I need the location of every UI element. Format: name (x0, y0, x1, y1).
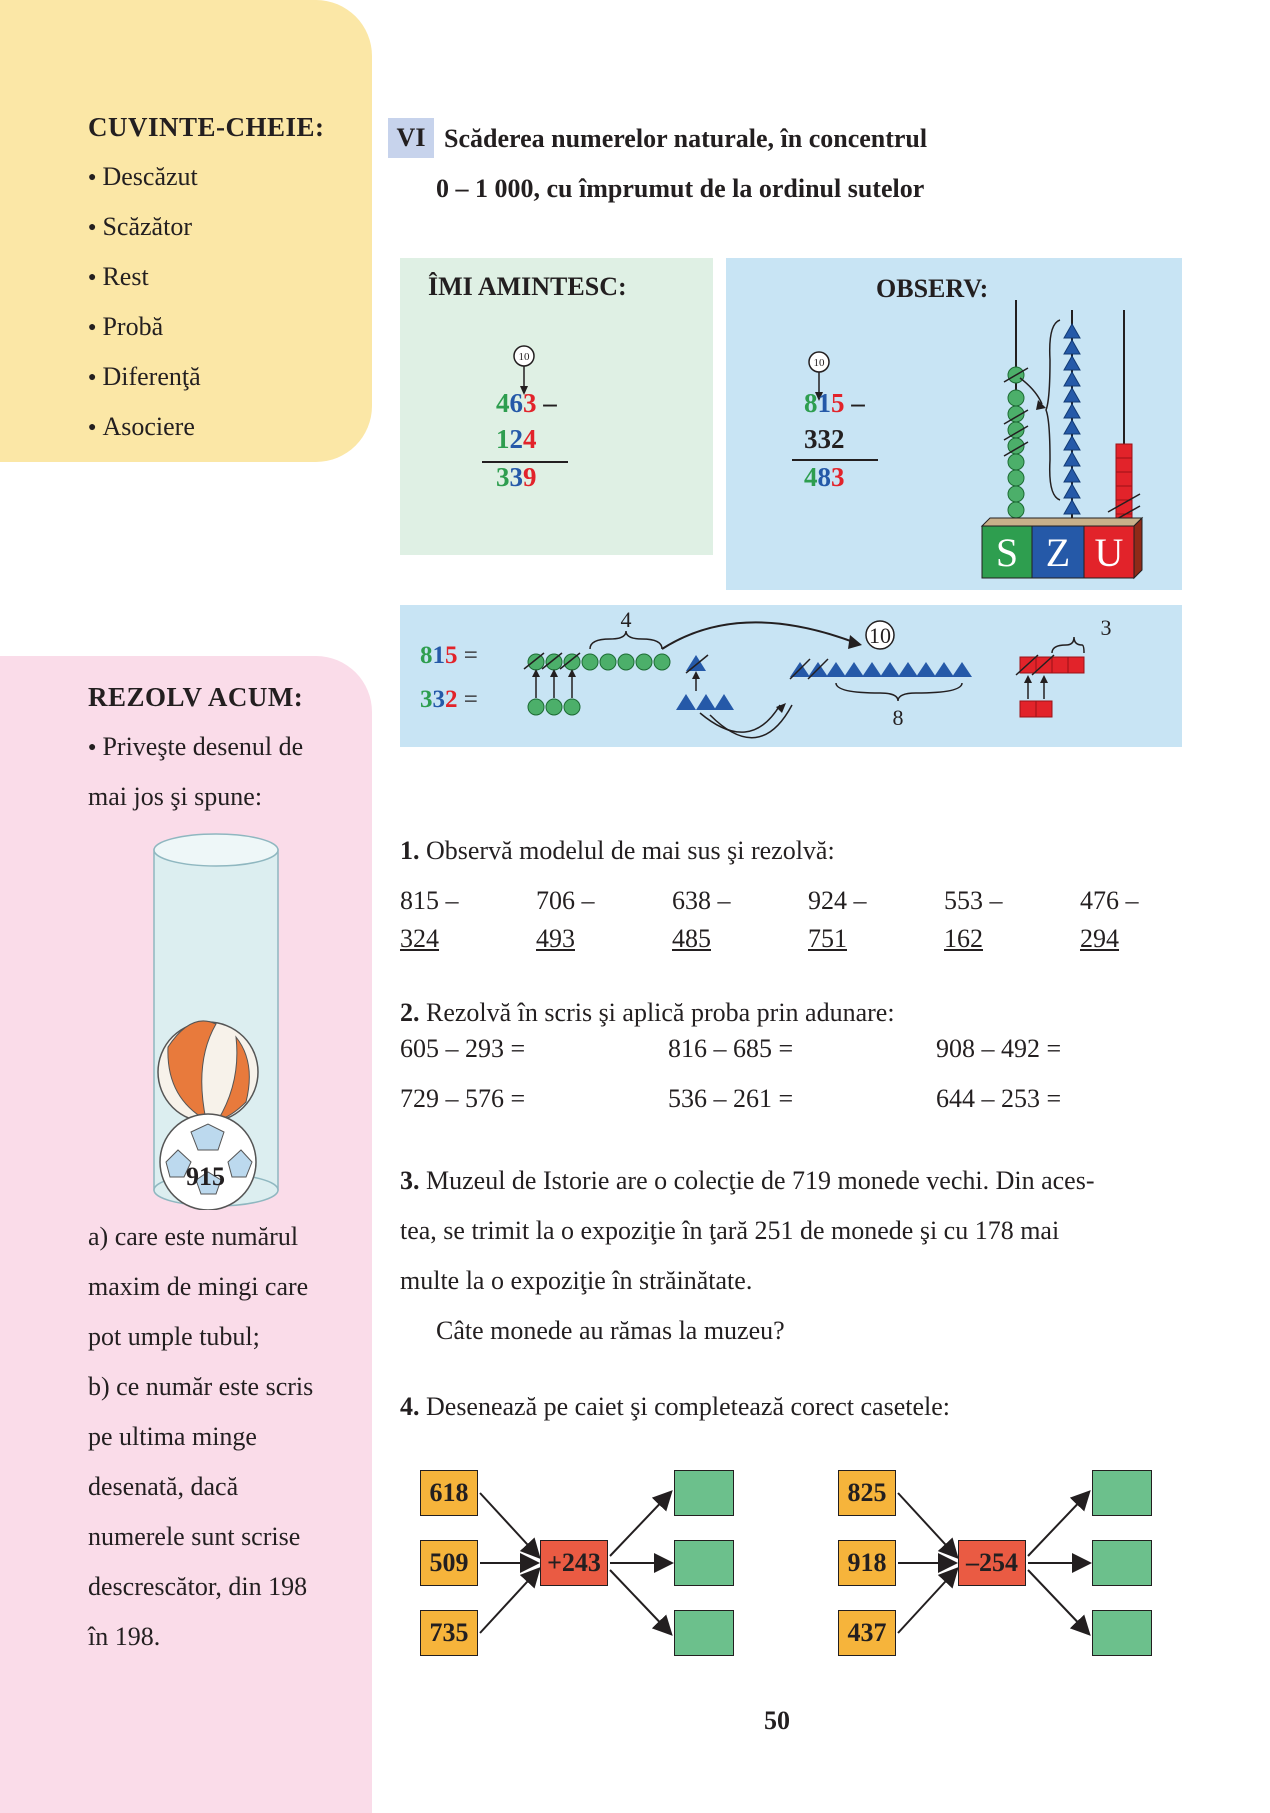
answer-box[interactable] (1092, 1610, 1152, 1656)
ex1-minuend: 924 – (808, 886, 867, 915)
keyword-item: ● Diferenţă (88, 362, 201, 392)
input-box: 618 (420, 1470, 478, 1516)
solve-line: b) ce număr este scris (88, 1372, 314, 1401)
observe-subtrahend: 332 (804, 424, 845, 454)
observe-divider (792, 459, 878, 461)
keyword-item: ● Scăzător (88, 212, 192, 242)
solve-intro-line: ● Priveşte desenul de (88, 732, 303, 762)
right-diagram-arrows (896, 1470, 1092, 1656)
page-number: 50 (764, 1706, 790, 1735)
keyword-item: ● Asociere (88, 412, 195, 442)
label-eight: 8 (892, 705, 904, 730)
label-four: 4 (620, 607, 632, 632)
exercise2-prompt: 2. Rezolvă în scris şi aplică proba prin adunare: (400, 998, 895, 1027)
answer-box[interactable] (1092, 1470, 1152, 1516)
solve-line: pe ultima minge (88, 1422, 257, 1451)
remember-title: ÎMI AMINTESC: (428, 272, 627, 301)
ex1-subtrahend: 294 (1080, 924, 1119, 953)
subtraction-model-diagram (510, 605, 1182, 747)
answer-box[interactable] (1092, 1540, 1152, 1586)
chapter-title-line1: Scăderea numerelor naturale, în concentrul (444, 124, 928, 153)
ex1-minuend: 638 – (672, 886, 731, 915)
ex1-subtrahend: 493 (536, 924, 575, 953)
input-box: 437 (838, 1610, 896, 1656)
exercise3-line2: tea, se trimit la o expoziţie în ţară 251 de monede şi cu 178 mai (400, 1216, 1060, 1245)
observe-minuend: 815 – (804, 388, 865, 418)
solve-line: descrescător, din 198 (88, 1572, 308, 1601)
input-box: 509 (420, 1540, 478, 1586)
operation-box: +243 (540, 1540, 608, 1586)
solve-line: maxim de mingi care (88, 1272, 309, 1301)
label-ten: 10 (869, 623, 891, 648)
keyword-item: ● Probă (88, 312, 163, 342)
solve-intro-line: mai jos şi spune: (88, 782, 263, 811)
abacus-illustration (976, 300, 1176, 580)
exercise3-question: Câte monede au rămas la muzeu? (436, 1316, 785, 1345)
ex1-minuend: 815 – (400, 886, 459, 915)
ex2-item: 644 – 253 = (936, 1084, 1062, 1113)
ex1-minuend: 476 – (1080, 886, 1139, 915)
ex1-subtrahend: 485 (672, 924, 711, 953)
ex2-item: 605 – 293 = (400, 1034, 526, 1063)
ex1-subtrahend: 162 (944, 924, 983, 953)
ex2-item: 816 – 685 = (668, 1034, 794, 1063)
strip-line1: 815 = (420, 642, 478, 669)
remember-subtrahend: 124 (496, 424, 537, 454)
keywords-title: CUVINTE-CHEIE: (88, 112, 325, 142)
keyword-item: ● Descăzut (88, 162, 198, 192)
abacus-label-z: Z (1045, 530, 1071, 575)
observe-result: 483 (804, 462, 845, 492)
chapter-title-line2: 0 – 1 000, cu împrumut de la ordinul sutelor (436, 174, 925, 203)
strip-line2: 332 = (420, 686, 478, 713)
input-box: 918 (838, 1540, 896, 1586)
input-box: 735 (420, 1610, 478, 1656)
ex1-minuend: 553 – (944, 886, 1003, 915)
borrow-ten-label: 10 (518, 351, 530, 363)
solve-line: numerele sunt scrise (88, 1522, 301, 1551)
abacus-label-u: U (1094, 530, 1124, 575)
solve-now-title: REZOLV ACUM: (88, 682, 304, 712)
keyword-item: ● Rest (88, 262, 149, 292)
answer-box[interactable] (674, 1540, 734, 1586)
tube-with-balls-illustration (146, 832, 286, 1210)
borrow-ten-label: 10 (813, 357, 825, 369)
remember-result: 339 (496, 462, 537, 492)
ball-number: 915 (186, 1162, 225, 1191)
ex2-item: 536 – 261 = (668, 1084, 794, 1113)
exercise3-line3: multe la o expoziţie în străinătate. (400, 1266, 753, 1295)
ex2-item: 908 – 492 = (936, 1034, 1062, 1063)
solve-line: a) care este numărul (88, 1222, 299, 1251)
operation-box: –254 (958, 1540, 1026, 1586)
exercise4-prompt: 4. Desenează pe caiet şi completează corect casetele: (400, 1392, 950, 1421)
exercise1-prompt: 1. Observă modelul de mai sus şi rezolvă: (400, 836, 835, 865)
solve-line: desenată, dacă (88, 1472, 239, 1501)
input-box: 825 (838, 1470, 896, 1516)
answer-box[interactable] (674, 1470, 734, 1516)
answer-box[interactable] (674, 1610, 734, 1656)
left-diagram-arrows (478, 1470, 674, 1656)
abacus-label-s: S (995, 530, 1019, 575)
beach-ball-icon (158, 1021, 258, 1122)
ex1-subtrahend: 324 (400, 924, 439, 953)
ex2-item: 729 – 576 = (400, 1084, 526, 1113)
solve-line: în 198. (88, 1622, 161, 1651)
solve-line: pot umple tubul; (88, 1322, 260, 1351)
ex1-subtrahend: 751 (808, 924, 847, 953)
observe-title: OBSERV: (876, 274, 989, 303)
ex1-minuend: 706 – (536, 886, 595, 915)
remember-minuend: 463 – (496, 388, 557, 418)
chapter-number: VI (388, 118, 434, 158)
exercise3-line1: 3. Muzeul de Istorie are o colecţie de 719 monede vechi. Din aces- (400, 1166, 1095, 1195)
label-three: 3 (1100, 615, 1112, 640)
